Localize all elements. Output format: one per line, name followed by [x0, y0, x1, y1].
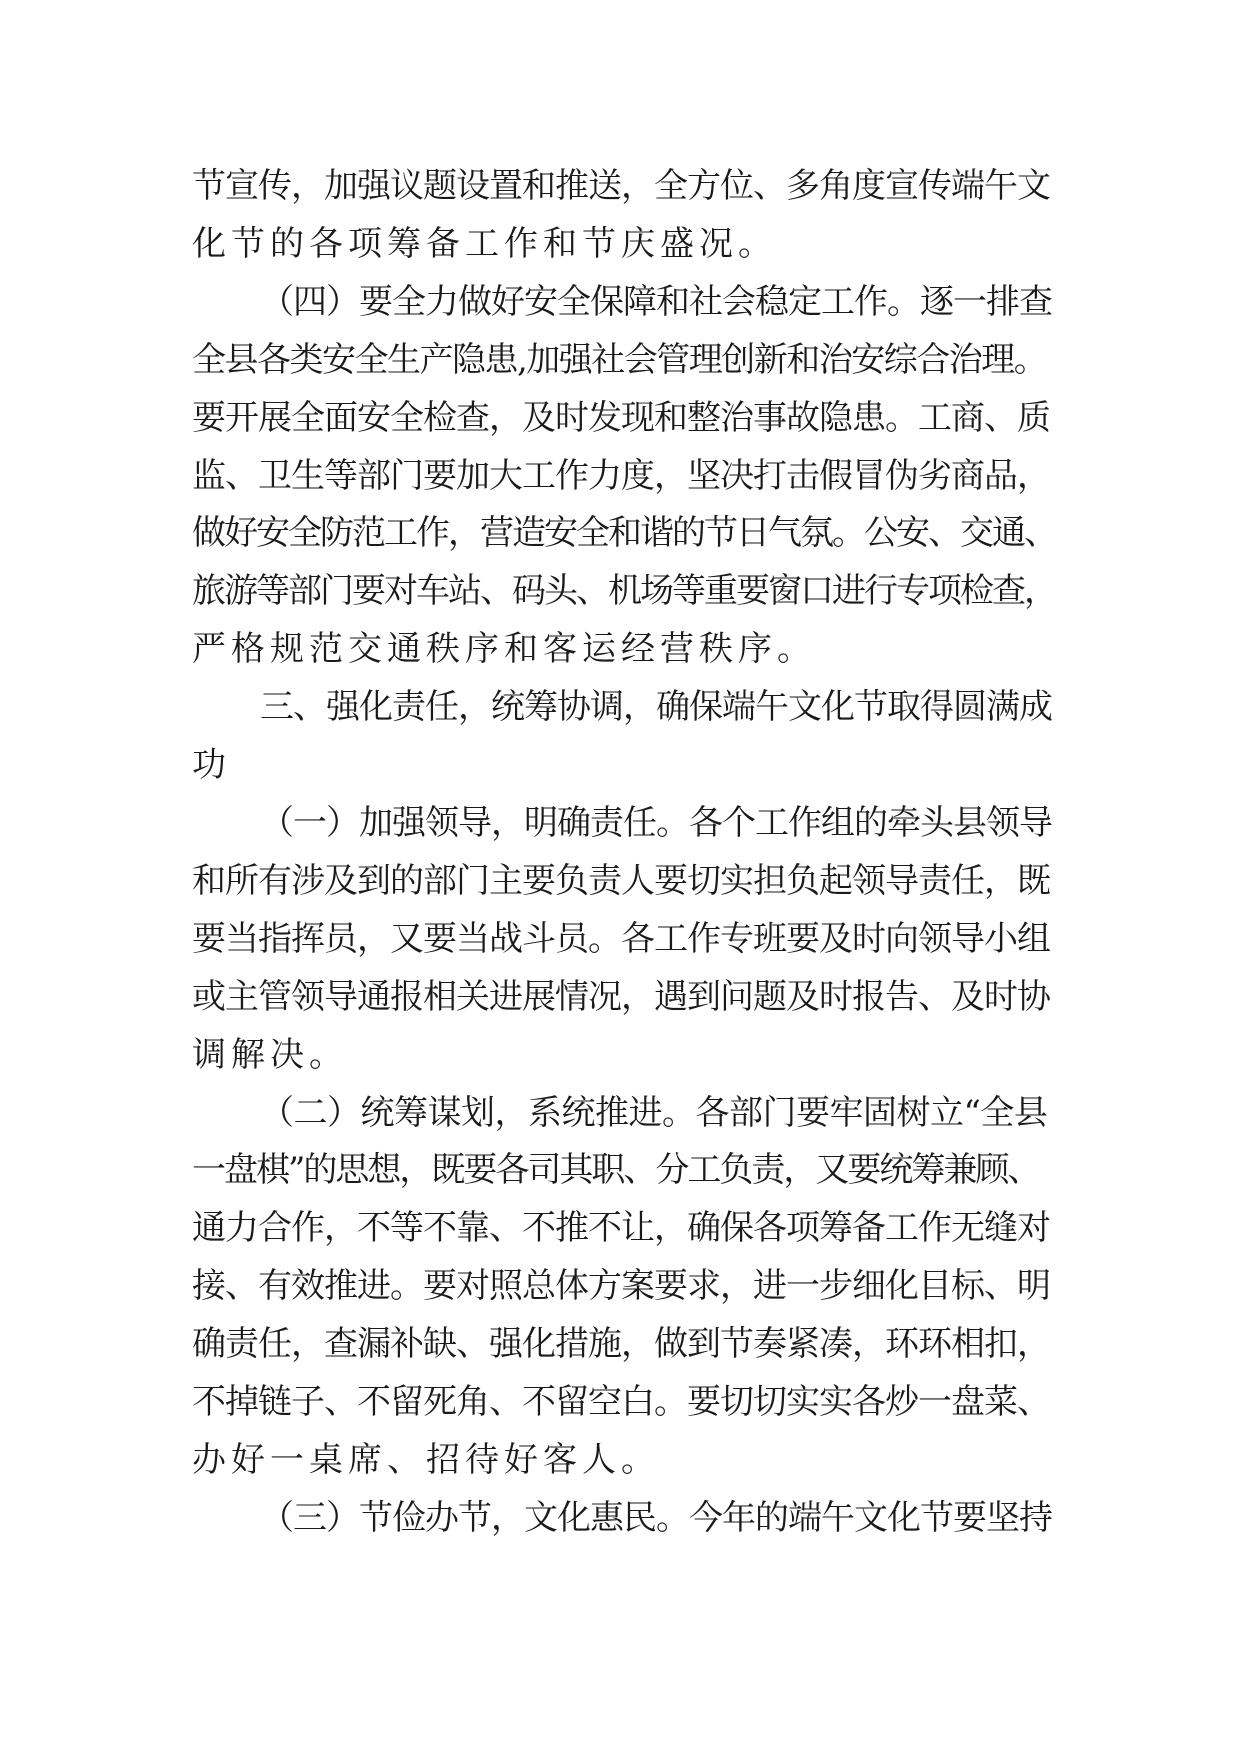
- text-line: 全县各类安全生产隐患,加强社会管理创新和治安综合治理。: [192, 339, 1047, 380]
- text-line: （一）加强领导，明确责任。各个工作组的牵头县领导: [260, 802, 1052, 843]
- text-line: 办好一桌席、招待好客人。: [192, 1439, 660, 1480]
- text-line: （三）节俭办节，文化惠民。今年的端午文化节要坚持: [260, 1497, 1052, 1538]
- text-line: 三、强化责任，统筹协调，确保端午文化节取得圆满成: [260, 687, 1052, 728]
- text-line: 和所有涉及到的部门主要负责人要切实担负起领导责任，既: [192, 860, 1050, 901]
- text-line: 化节的各项筹备工作和节庆盛况。: [192, 223, 777, 264]
- text-line: 或主管领导通报相关进展情况，遇到问题及时报告、及时协: [192, 976, 1050, 1017]
- text-line: 不掉链子、不留死角、不留空白。要切切实实各炒一盘菜、: [192, 1382, 1050, 1423]
- text-line: 做好安全防范工作，营造安全和谐的节日气氛。公安、交通、: [192, 513, 1056, 554]
- text-line: （二）统筹谋划，系统推进。各部门要牢固树立“全县: [260, 1092, 1048, 1133]
- text-line: 通力合作，不等不靠、不推不让，确保各项筹备工作无缝对: [192, 1208, 1050, 1249]
- text-line: 要开展全面安全检查，及时发现和整治事故隐患。工商、质: [192, 397, 1050, 438]
- text-line: 节宣传，加强议题设置和推送，全方位、多角度宣传端午文: [192, 166, 1050, 206]
- document-body: [192, 158, 1056, 1548]
- text-line: 严格规范交通秩序和客运经营秩序。: [192, 629, 816, 670]
- text-line: 功: [192, 745, 231, 786]
- text-line: 一盘棋”的思想，既要各司其职、分工负责，又要统筹兼顾、: [192, 1150, 1040, 1191]
- text-line: （四）要全力做好安全保障和社会稳定工作。逐一排查: [260, 281, 1052, 322]
- text-line: 要当指挥员，又要当战斗员。各工作专班要及时向领导小组: [192, 918, 1050, 959]
- text-line: 接、有效推进。要对照总体方案要求，进一步细化目标、明: [192, 1266, 1050, 1307]
- text-line: 调解决。: [192, 1034, 348, 1075]
- text-line: 监、卫生等部门要加大工作力度，坚决打击假冒伪劣商品，: [192, 455, 1050, 496]
- text-line: 旅游等部门要对车站、码头、机场等重要窗口进行专项检查，: [192, 571, 1056, 612]
- text-line: 确责任，查漏补缺、强化措施，做到节奏紧凑，环环相扣，: [192, 1324, 1050, 1365]
